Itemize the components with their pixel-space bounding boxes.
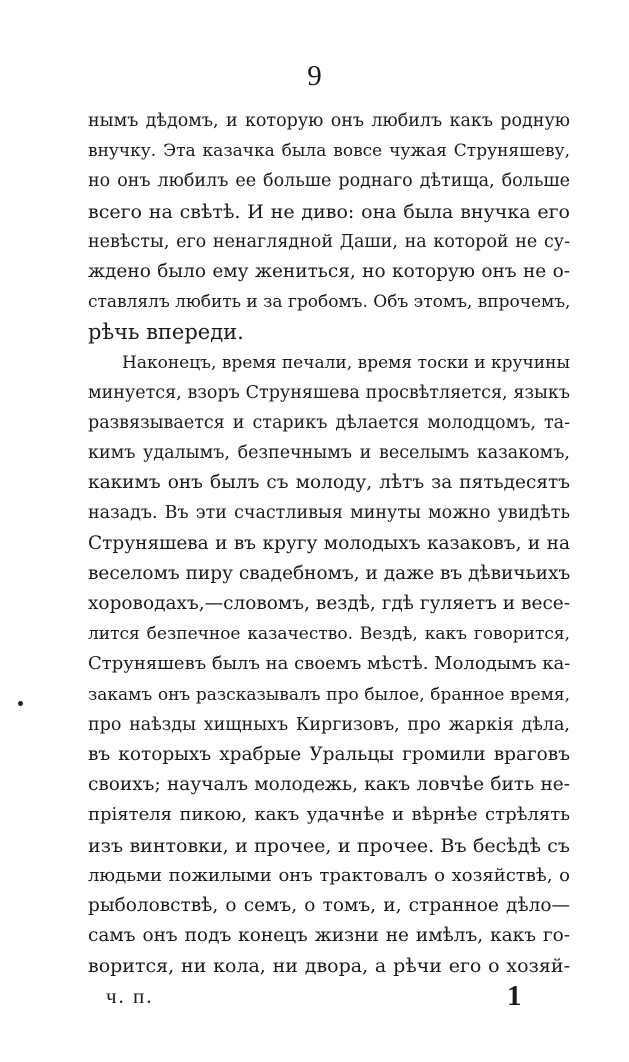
text-line: своихъ; научалъ молодежь, какъ ловчѣе бить не- — [88, 774, 570, 796]
text-line: Струняшева и въ кругу молодыхъ казаковъ, и на — [88, 532, 570, 554]
text-line: людьми пожилыми онъ трактовалъ о хозяйствѣ, о — [88, 864, 570, 886]
text-line: минуется, взоръ Струняшева просвѣтляется, языкъ — [88, 382, 570, 403]
page-footer — [0, 980, 629, 1020]
text-line: кимъ удалымъ, безпечнымъ и веселымъ казакомъ, — [88, 443, 570, 464]
text-line: ворится, ни кола, ни двора, а рѣчи его о хозяй- — [88, 955, 570, 978]
text-line: хороводахъ,—словомъ, вездѣ, гдѣ гуляетъ и весе- — [88, 593, 570, 614]
text-line: самъ онъ подъ конецъ жизни не имѣлъ, какъ го- — [88, 925, 570, 947]
text-line: рыболовствѣ, о семъ, о томъ, и, странное дѣло— — [88, 894, 570, 916]
text-line: какимъ онъ былъ съ молоду, лѣтъ за пятьдесятъ — [88, 472, 570, 494]
signature-mark: ч. п. — [106, 984, 154, 1008]
text-line: рѣчь впереди. — [88, 320, 244, 345]
text-line: невѣсты, его ненаглядной Даши, на которой не су- — [88, 231, 570, 252]
text-line: Струняшевъ былъ на своемъ мѣстѣ. Молодымъ ка- — [88, 653, 570, 675]
text-line: назадъ. Въ эти счастливыя минуты можно увидѣть — [88, 503, 570, 524]
text-line: веселомъ пиру свадебномъ, и даже въ дѣвичьихъ — [88, 562, 570, 584]
text-line: Наконецъ, время печали, время тоски и кручины — [122, 352, 570, 373]
text-line: изъ винтовки, и прочее, и прочее. Въ бесѣдѣ съ — [88, 834, 570, 857]
ink-speck — [18, 701, 23, 706]
text-line: развязывается и старикъ дѣлается молодцомъ, та- — [88, 412, 570, 433]
text-line: внучку. Эта казачка была вовсе чужая Струняшеву, — [88, 141, 570, 162]
text-line: про наѣзды хищныхъ Киргизовъ, про жаркія дѣла, — [88, 714, 570, 735]
text-line: нымъ дѣдомъ, и которую онъ любилъ какъ родную — [88, 111, 570, 131]
page-number: 9 — [307, 60, 322, 92]
text-line: пріятеля пикою, какъ удачнѣе и вѣрнѣе стрѣлять — [88, 804, 570, 826]
body-text — [88, 106, 570, 981]
text-line: но онъ любилъ ее больше роднаго дѣтища, больше — [88, 171, 570, 192]
text-line: лится безпечное казачество. Вездѣ, какъ говорится, — [88, 624, 570, 645]
text-line: ставлялъ любить и за гробомъ. Объ этомъ, впрочемъ, — [88, 292, 570, 313]
text-line: въ которыхъ храбрые Уральцы громили враговъ — [88, 743, 570, 765]
text-line: закамъ онъ разсказывалъ про былое, бранное время, — [88, 684, 570, 705]
sheet-number: 1 — [507, 980, 522, 1012]
text-line: всего на свѣтѣ. И не диво: она была внучка его — [88, 200, 570, 223]
text-line: ждено было ему жениться, но которую онъ не о- — [88, 260, 570, 282]
